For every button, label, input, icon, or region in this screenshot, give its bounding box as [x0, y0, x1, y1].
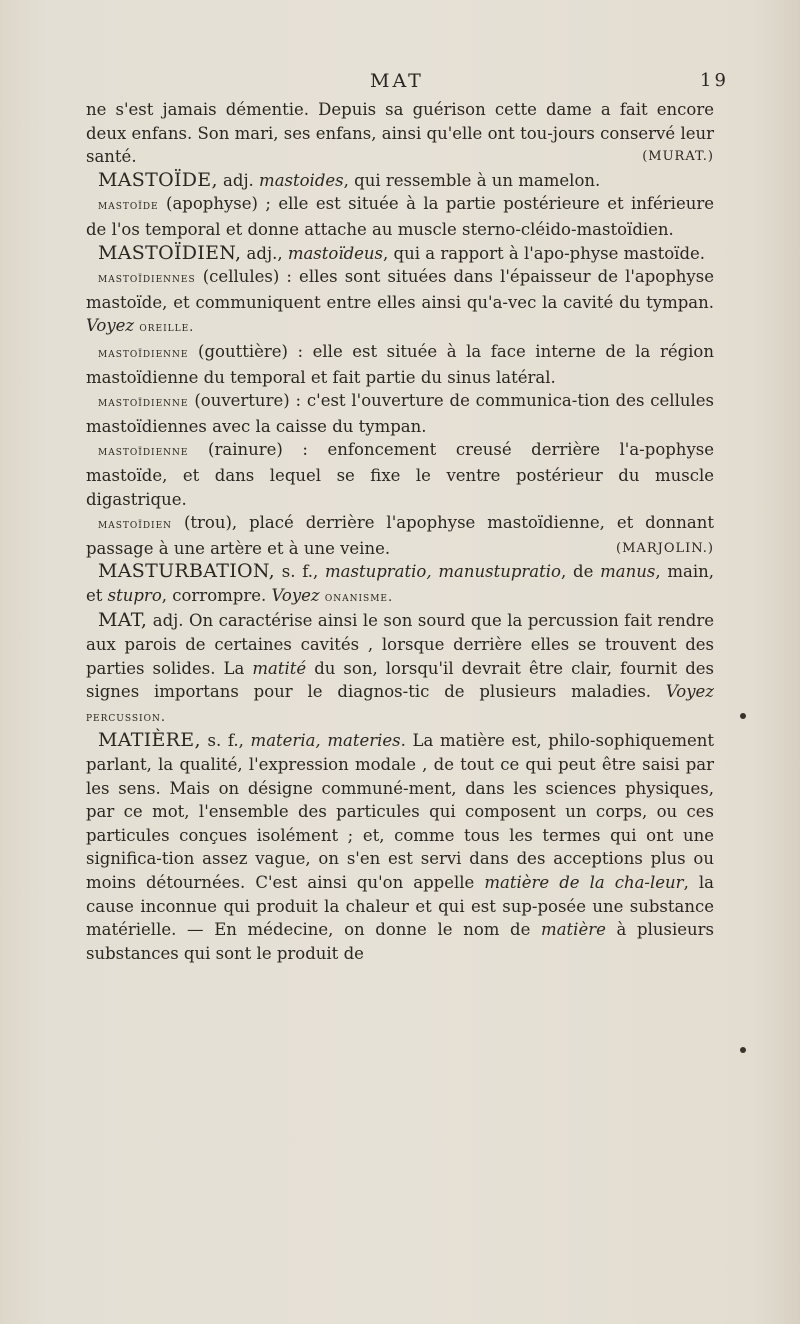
latin-term: mastupratio, manustupratio [325, 562, 561, 582]
entry-mat [86, 609, 714, 729]
entry-gouttiere [86, 340, 714, 389]
headword: MASTURBATION, [98, 560, 275, 583]
subheadword: mastoïdiennes [98, 271, 196, 287]
entry-text: (rainure) : enfoncement creusé derrière l'a-pophyse mastoïde, et dans lequel se fixe le ventre postérieur du muscle digastrique. [86, 440, 714, 509]
voyez: Voyez [665, 682, 714, 702]
page-number: 19 [700, 70, 729, 91]
entry-text: , de [560, 562, 601, 582]
dictionary-text [86, 98, 714, 965]
entry-text: adj. On caractérise ainsi le son sourd que la percussion fait rendre aux parois de certaines cavités , lorsque derrière elles se trouvent des parties solides. La [86, 611, 714, 678]
entry-text: , la cause inconnue qui produit la chaleur et qui est sup-posée une substance matérielle. — En médecine, on donne le nom de [86, 873, 714, 940]
citation: (MURAT.) [642, 149, 714, 165]
headword: MASTOÏDE, [98, 168, 218, 191]
entry-text: s. f., [200, 731, 251, 751]
cross-reference: percussion. [86, 709, 166, 725]
margin-mark [740, 1047, 746, 1053]
entry-continuation [86, 98, 714, 169]
running-title: MAT [370, 70, 424, 92]
latin-term: mastoïdeus [287, 243, 384, 263]
entry-text: à plusieurs substances qui sont le produit de [86, 920, 714, 963]
entry-matiere [86, 729, 714, 965]
voyez: Voyez [271, 585, 320, 605]
entry-text: adj. [217, 170, 260, 190]
italic-term: matité [252, 658, 307, 678]
entry-cellules [86, 265, 714, 340]
entry-text: (gouttière) : elle est située à la face interne de la région mastoïdienne du temporal et fait partie du sinus latéral. [86, 341, 714, 387]
entry-masturbation [86, 560, 714, 609]
italic-term: matière de la cha-leur [484, 873, 684, 892]
latin-term: manus [600, 562, 656, 582]
entry-text: du son, lorsqu'il devrait être clair, fournit des signes importans pour le diagnos-tic de plusieurs maladies. [86, 658, 714, 702]
italic-term: matière [541, 920, 606, 940]
entry-mastoide [86, 169, 714, 193]
cross-reference: oreille. [139, 320, 195, 336]
latin-term: materia, materies [250, 731, 401, 751]
entry-text: , qui ressemble à un mamelon. [343, 170, 601, 190]
entry-mastoide-apophyse [86, 192, 714, 241]
subheadword: mastoïde [98, 198, 159, 214]
subheadword: mastoïdienne [98, 395, 189, 411]
entry-text: (ouverture) : c'est l'ouverture de communica-tion des cellules mastoïdiennes avec la caisse du tympan. [86, 391, 714, 436]
entry-text: (apophyse) ; elle est située à la partie postérieure et inférieure de l'os temporal et donne attache au muscle sterno-cléido-mastoïdien. [86, 194, 714, 239]
entry-ouverture [86, 389, 714, 438]
entry-text: , corrompre. [161, 585, 272, 605]
headword: MATIÈRE, [98, 729, 201, 752]
subheadword: mastoïdienne [98, 444, 189, 460]
entry-rainure [86, 438, 714, 511]
latin-term: mastoides [259, 170, 344, 190]
margin-mark [740, 713, 746, 719]
entry-text: ne s'est jamais démentie. Depuis sa guérison cette dame a fait encore deux enfans. Son mari, ses enfans, ainsi qu'elle ont tou-jours conservé leur santé. [86, 100, 714, 167]
entry-text: (trou), placé derrière l'apophyse mastoïdienne, et donnant passage à une artère et à une veine. [86, 513, 714, 558]
entry-text: (cellules) : elles sont situées dans l'épaisseur de l'apophyse mastoïde, et communiquent entre elles ainsi qu'a-vec la cavité du tympan. [86, 267, 714, 312]
entry-mastoidien [86, 242, 714, 266]
headword: MAT, [98, 609, 148, 632]
entry-text: s. f., [274, 562, 326, 582]
entry-text: . La matière est, philo-sophiquement parlant, la qualité, l'expression modale , de tout ce qui peut être saisi par les sens. Mais on désigne communé-ment, dans les sciences physiques, par ce mot, l'ensemble des particules qui composent un corps, ou ces particules conçues isolément ; et, comme tous les termes qui ont une significa-tion assez vague, on s'en est servi dans des acceptions plus ou moins détournées. C'est ainsi qu'on appelle [86, 731, 714, 892]
headword: MASTOÏDIEN, [98, 241, 242, 264]
entry-text: adj., [241, 243, 288, 263]
subheadword: mastoïdien [98, 517, 173, 533]
entry-trou [86, 511, 714, 560]
entry-text: , main, et [86, 562, 715, 605]
voyez: Voyez [86, 316, 135, 336]
subheadword: mastoïdienne [98, 345, 189, 361]
citation: (MARJOLIN.) [616, 540, 714, 556]
latin-term: stupro [107, 585, 162, 605]
entry-text: , qui a rapport à l'apo-physe mastoïde. [383, 243, 706, 263]
cross-reference: onanisme. [324, 589, 394, 605]
